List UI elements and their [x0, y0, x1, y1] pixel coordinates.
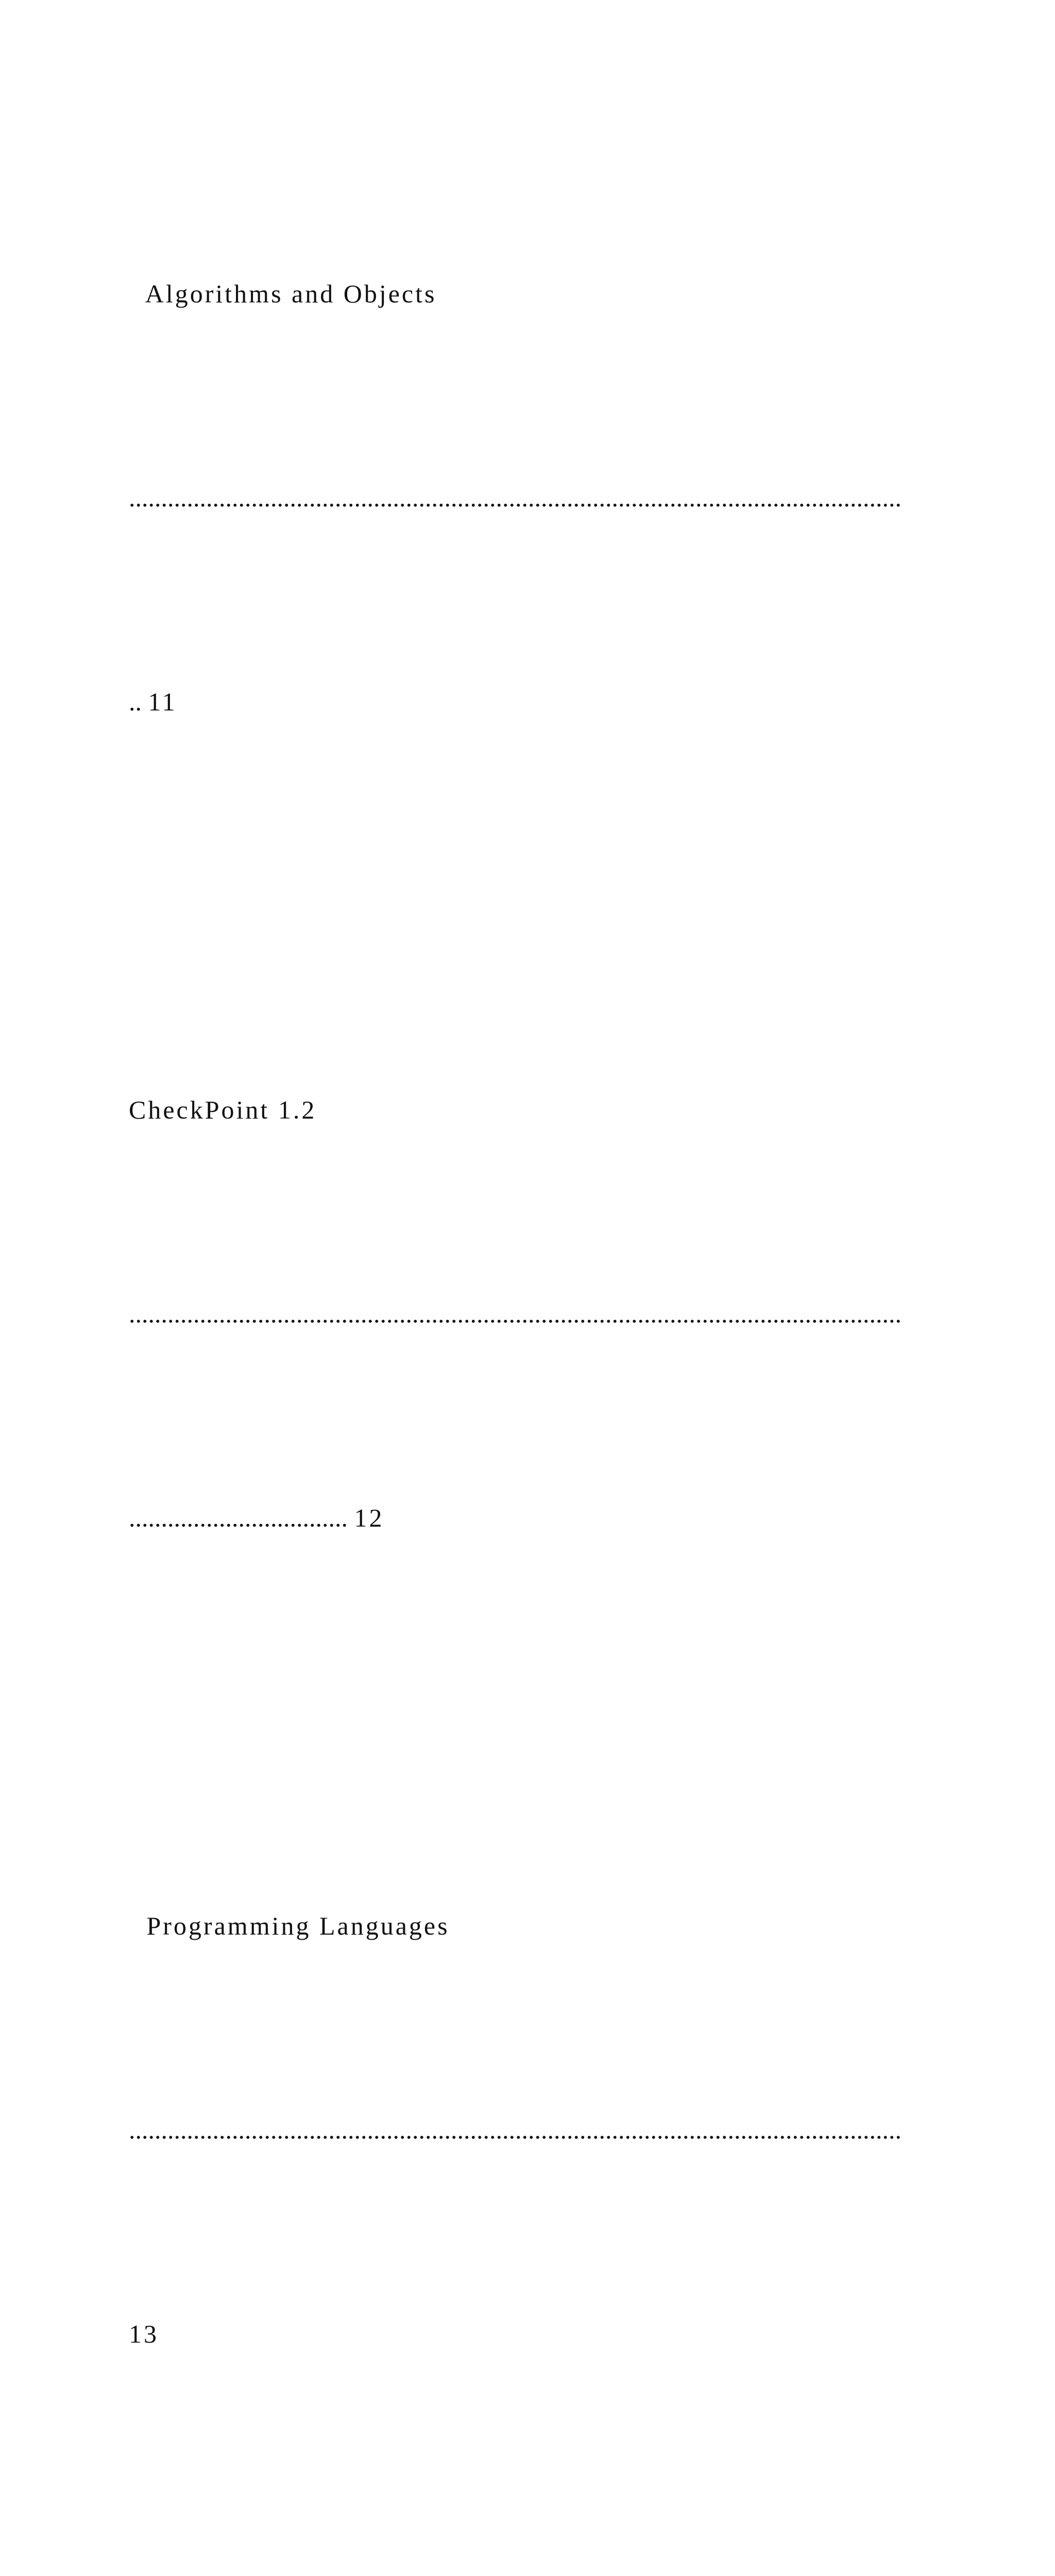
dot-leader-tail: ..................................: [129, 1503, 348, 1532]
toc-entry[interactable]: [129, 1756, 938, 2504]
dot-leader: ........................................................................................................................: [129, 483, 901, 512]
toc-entry-title: CheckPoint 1.2: [129, 1095, 317, 1124]
toc-entry-tail: [129, 668, 938, 736]
toc-entry[interactable]: [129, 124, 938, 872]
toc-entry[interactable]: [129, 940, 938, 1688]
toc-entry-tail: [129, 2300, 938, 2368]
toc-entry-title: Programming Languages: [138, 1911, 450, 1940]
toc-entry-tail: [129, 1484, 938, 1552]
page-number: 11: [148, 687, 177, 716]
toc-entry[interactable]: [129, 2572, 938, 2576]
toc-entry-title: Algorithms and Objects: [138, 279, 437, 308]
page-number: 13: [129, 2319, 159, 2348]
page-number: 12: [354, 1503, 384, 1532]
dot-leader-tail: ..: [129, 687, 142, 716]
dot-leader: ........................................................................................................................: [129, 2115, 901, 2144]
dot-leader: ........................................................................................................................: [129, 1299, 901, 1328]
table-of-contents: [129, 124, 938, 2576]
